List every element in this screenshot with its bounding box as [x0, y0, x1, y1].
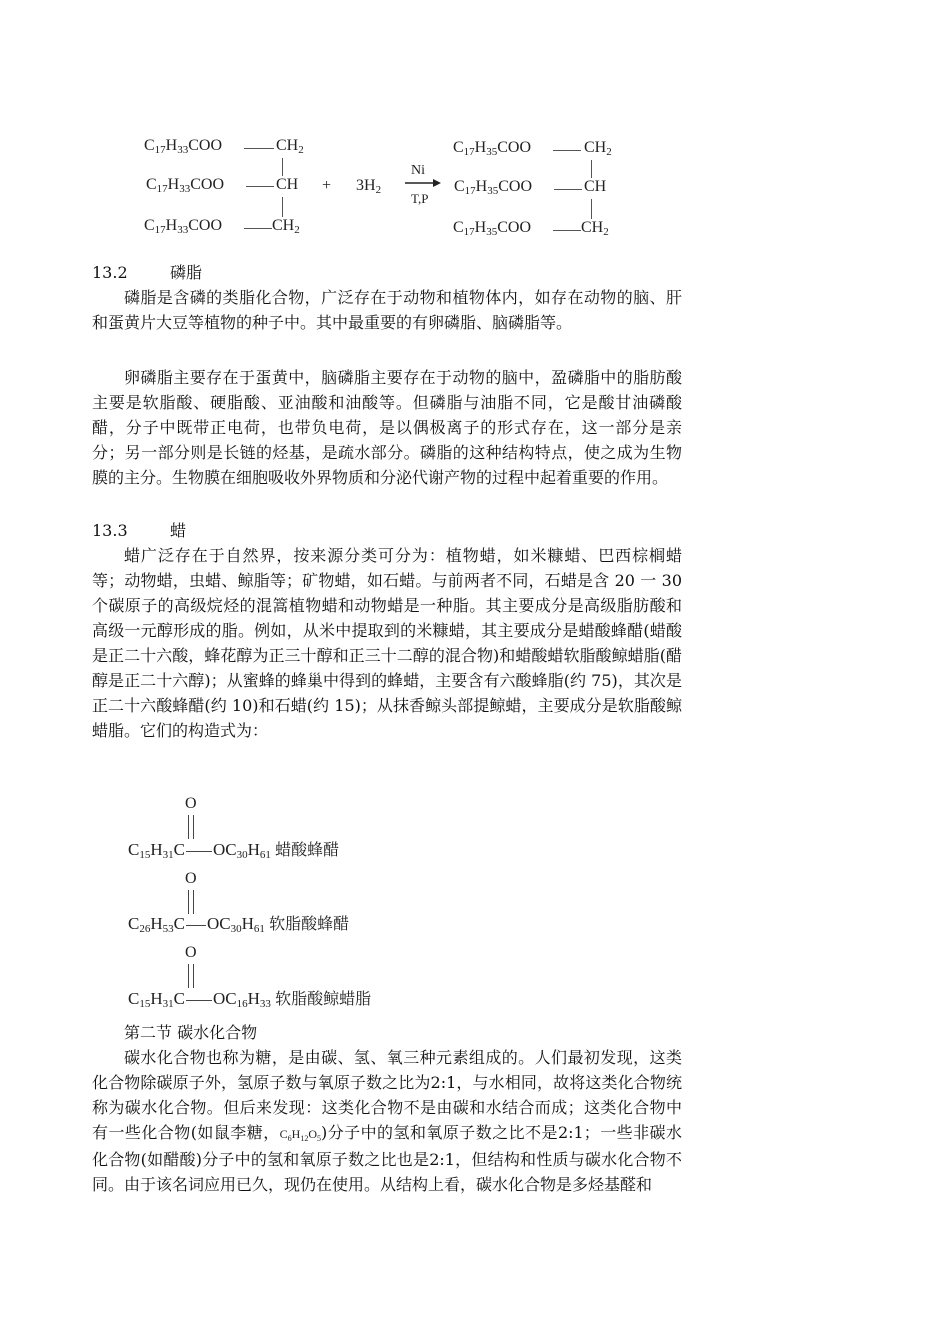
carbonyl-oxygen: O — [185, 870, 197, 887]
reactant-ester-2: $C_{17}H_{33}COO$ — [146, 176, 225, 195]
rhamnose-formula: $C_6H_{12}O_5$ — [279, 1127, 321, 1143]
section-title: 磷脂 — [170, 263, 203, 282]
paragraph: 蜡广泛存在于自然界，按来源分类可分为：植物蜡，如米糠蜡、巴西棕榈蜡等；动物蜡，虫蜡、鲸脂等；矿物蜡，如石蜡。与前两者不同，石蜡是含 20 一 30 个碳原子的高级烷烃的混篙植物蜡和动物蜡是一种脂。其主要成分是高级脂肪酸和高级一元醇形成的脂。例如，从米中提取到的米糠蜡，其主要成分是蜡酸蜂醋(蜡酸是正二十六酸，蜂花醇为正三十醇和正三十二醇的混合物)和蜡酸蜡软脂酸鲸蜡脂(醋醇是正二十六醇)；从蜜蜂的蜂巢中得到的蜂蜡，主要含有六酸蜂脂(约 75)，其次是正二十六酸蜂醋(约 10)和石蜡(约 15)；从抹香鲸头部提鲸蜡，主要成分是软脂酸鲸蜡脂。它们的构造式为： — [92, 546, 682, 740]
section-13-2-body-2 — [92, 365, 682, 490]
wax-formula-palmitic-myricyl: $C_{26}H_{53}C$ $OC_{30}H_{61}$ 软脂酸蜂醋 — [128, 914, 350, 935]
section-13-3-body — [92, 543, 682, 743]
product-glycerol-ch2-bottom: $CH_2$ — [581, 219, 609, 238]
paragraph: 磷脂是含磷的类脂化合物，广泛存在于动物和植物体内，如存在动物的脑、肝和蛋黄片大豆等植物的种子中。其中最重要的有卵磷脂、脑磷脂等。 — [92, 288, 682, 332]
section-title: 蜡 — [170, 521, 187, 540]
reactant-glycerol-ch2-top: $CH_2$ — [276, 137, 304, 156]
paragraph: 碳水化合物也称为糖，是由碳、氢、氧三种元素组成的。人们最初发现，这类化合物除碳原子外，氢原子数与氧原子数之比为2:1，与水相同，故将这类化合物统称为碳水化合物。但后来发现：这类化合物不是由碳和水结合而成；这类化合物中有一些化合物(如鼠李糖，$C_6H_{12}O_5$)分子中的氢和氧原子数之比不是2:1；一些非碳水化合物(如醋酸)分子中的氢和氧原子数之比也是2:1，但结构和性质与碳水化合物不同。由于该名词应用已久，现仍在使用。从结构上看，碳水化合物是多烃基醛和 — [92, 1048, 682, 1194]
section-heading-13-2 — [92, 260, 202, 285]
hydrogen-reagent: $3H_2$ — [356, 177, 382, 196]
reaction-arrow-icon — [405, 178, 441, 188]
product-ester-2: $C_{17}H_{35}COO$ — [454, 178, 533, 197]
product-glycerol-ch: CH — [584, 178, 607, 195]
section-heading-carbohydrates: 第二节 碳水化合物 — [124, 1023, 258, 1042]
carbonyl-oxygen: O — [185, 944, 197, 961]
section-number: 13.2 — [92, 263, 128, 282]
section-2-body — [92, 1045, 682, 1197]
reactant-ester-1: $C_{17}H_{33}COO$ — [144, 137, 223, 156]
product-ester-1: $C_{17}H_{35}COO$ — [453, 139, 532, 158]
wax-formula-cetyl-palmitate: $C_{15}H_{31}C$ $OC_{16}H_{33}$ 软脂酸鲸蜡脂 — [128, 989, 372, 1010]
catalyst-label: Ni — [411, 163, 425, 178]
paragraph: 卵磷脂主要存在于蛋黄中，脑磷脂主要存在于动物的脑中，盈磷脂中的脂肪酸主要是软脂酸、硬脂酸、亚油酸和油酸等。但磷脂与油脂不同，它是酸甘油磷酸醋，分子中既带正电荷，也带负电荷，是以偶极离子的形式存在，这一部分是亲分；另一部分则是长链的烃基，是疏水部分。磷脂的这种结构特点，使之成为生物膜的主分。生物膜在细胞吸收外界物质和分泌代谢产物的过程中起着重要的作用。 — [92, 368, 682, 487]
wax-name: 软脂酸蜂醋 — [269, 914, 350, 933]
section-heading-13-3 — [92, 518, 186, 543]
plus-sign: + — [322, 177, 332, 194]
section-13-2-body — [92, 285, 682, 335]
product-glycerol-ch2-top: $CH_2$ — [584, 139, 612, 158]
conditions-label: T,P — [411, 191, 429, 206]
reactant-glycerol-ch2-bottom: $CH_2$ — [272, 217, 300, 236]
wax-name: 软脂酸鲸蜡脂 — [275, 989, 372, 1008]
product-ester-3: $C_{17}H_{35}COO$ — [453, 219, 532, 238]
reactant-glycerol-ch: CH — [276, 176, 299, 193]
reactant-ester-3: $C_{17}H_{33}COO$ — [144, 217, 223, 236]
carbonyl-oxygen: O — [185, 795, 197, 812]
wax-name: 蜡酸蜂醋 — [275, 840, 340, 859]
wax-formula-cerotic-myricyl: $C_{15}H_{31}C$ $OC_{30}H_{61}$ 蜡酸蜂醋 — [128, 840, 340, 861]
section-number: 13.3 — [92, 521, 128, 540]
